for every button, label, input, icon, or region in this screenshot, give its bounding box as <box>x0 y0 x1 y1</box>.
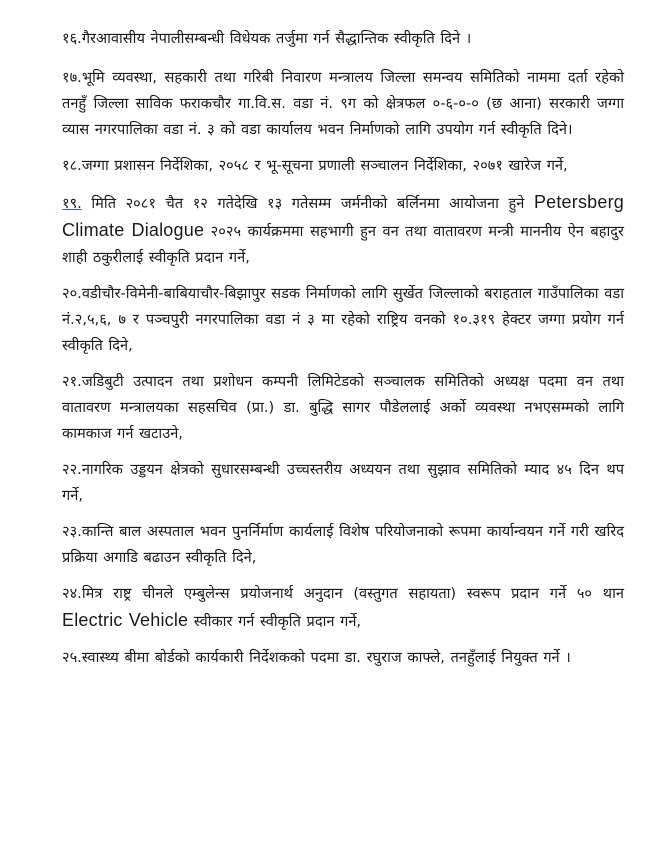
decision-item-19 <box>62 189 624 271</box>
decision-item-16 <box>62 26 624 52</box>
decision-item-23-text: २३.कान्ति बाल अस्पताल भवन पुनर्निर्माण कार्यलाई विशेष परियोजनाको रूपमा कार्यान्वयन गर्ने गरी खरिद प्रक्रिया अगाडि बढाउन स्वीकृति दिने, <box>62 523 624 566</box>
decision-item-22 <box>62 457 624 509</box>
decision-item-24-text-a: २४.मित्र राष्ट्र चीनले एम्बुलेन्स प्रयोजनार्थ अनुदान (वस्तुगत सहायता) स्वरूप प्रदान गर्ने ५० थान <box>62 585 624 602</box>
decision-item-19-text-b: २०२५ कार्यक्रममा सहभागी हुन वन तथा वातावरण मन्त्री माननीय ऐन बहादुर शाही ठकुरीलाई स्वीकृति प्रदान गर्ने, <box>62 223 624 266</box>
decision-item-20 <box>62 281 624 359</box>
decision-list <box>62 26 624 681</box>
decision-item-21 <box>62 369 624 447</box>
decision-item-20-text: २०.वडीचौर-विमेनी-बाबियाचौर-बिझापुर सडक निर्माणको लागि सुर्खेत जिल्लाको बराहताल गाउँपालिका वडा नं.२,५,६, ७ र पञ्चपुरी नगरपालिका वडा नं ३ मा रहेको राष्ट्रिय वनको १०.३१९ हेक्टर जग्गा प्रयोग गर्न स्वीकृति दिने, <box>62 285 624 354</box>
decision-item-16-text: १६.गैरआवासीय नेपालीसम्बन्धी विधेयक तर्जुमा गर्न सैद्धान्तिक स्वीकृति दिने । <box>62 30 472 47</box>
decision-item-24-text-b: स्वीकार गर्न स्वीकृति प्रदान गर्ने, <box>188 613 362 630</box>
decision-item-21-text: २१.जडिबुटी उत्पादन तथा प्रशोधन कम्पनी लिमिटेडको सञ्चालक समितिको अध्यक्ष पदमा वन तथा वातावरण मन्त्रालयका सहसचिव (प्रा.) डा. बुद्धि सागर पौडेललाई अर्को व्यवस्था नभएसम्मको लागि कामकाज गर्न खटाउने, <box>62 373 624 442</box>
decision-item-19-event-name: Petersberg Climate Dialogue <box>62 192 624 240</box>
decision-item-17-text: १७.भूमि व्यवस्था, सहकारी तथा गरिबी निवारण मन्त्रालय जिल्ला समन्वय समितिको नाममा दर्ता रहेको तनहुँ जिल्ला साविक फराकचौर गा.वि.स. वडा नं. ९ग को क्षेत्रफल ०-६-०-० (छ आना) सरकारी जग्गा व्यास नगरपालिका वडा नं. ३ को वडा कार्यालय भवन निर्माणको लागि उपयोग गर्न स्वीकृति दिने। <box>62 69 624 138</box>
decision-item-19-number: १९. <box>62 195 82 212</box>
decision-item-17 <box>62 65 624 143</box>
decision-item-25-text: २५.स्वास्थ्य बीमा बोर्डको कार्यकारी निर्देशकको पदमा डा. रघुराज काफ्ले, तनहुँलाई नियुक्त गर्ने । <box>62 649 571 666</box>
decision-item-18 <box>62 153 624 179</box>
decision-item-19-text-a: मिति २०८१ चैत १२ गतेदेखि १३ गतेसम्म जर्मनीको बर्लिनमा आयोजना हुने <box>81 195 534 212</box>
decision-item-23 <box>62 519 624 571</box>
decision-item-18-text: १८.जग्गा प्रशासन निर्देशिका, २०५८ र भू-सूचना प्रणाली सञ्चालन निर्देशिका, २०७१ खारेज गर्ने, <box>62 157 568 174</box>
decision-item-24 <box>62 581 624 635</box>
decision-item-25 <box>62 645 624 671</box>
decision-item-22-text: २२.नागरिक उड्डयन क्षेत्रको सुधारसम्बन्धी उच्चस्तरीय अध्ययन तथा सुझाव समितिको म्याद ४५ दिन थप गर्ने, <box>62 461 624 504</box>
decision-item-24-vehicle-type: Electric Vehicle <box>62 610 189 630</box>
